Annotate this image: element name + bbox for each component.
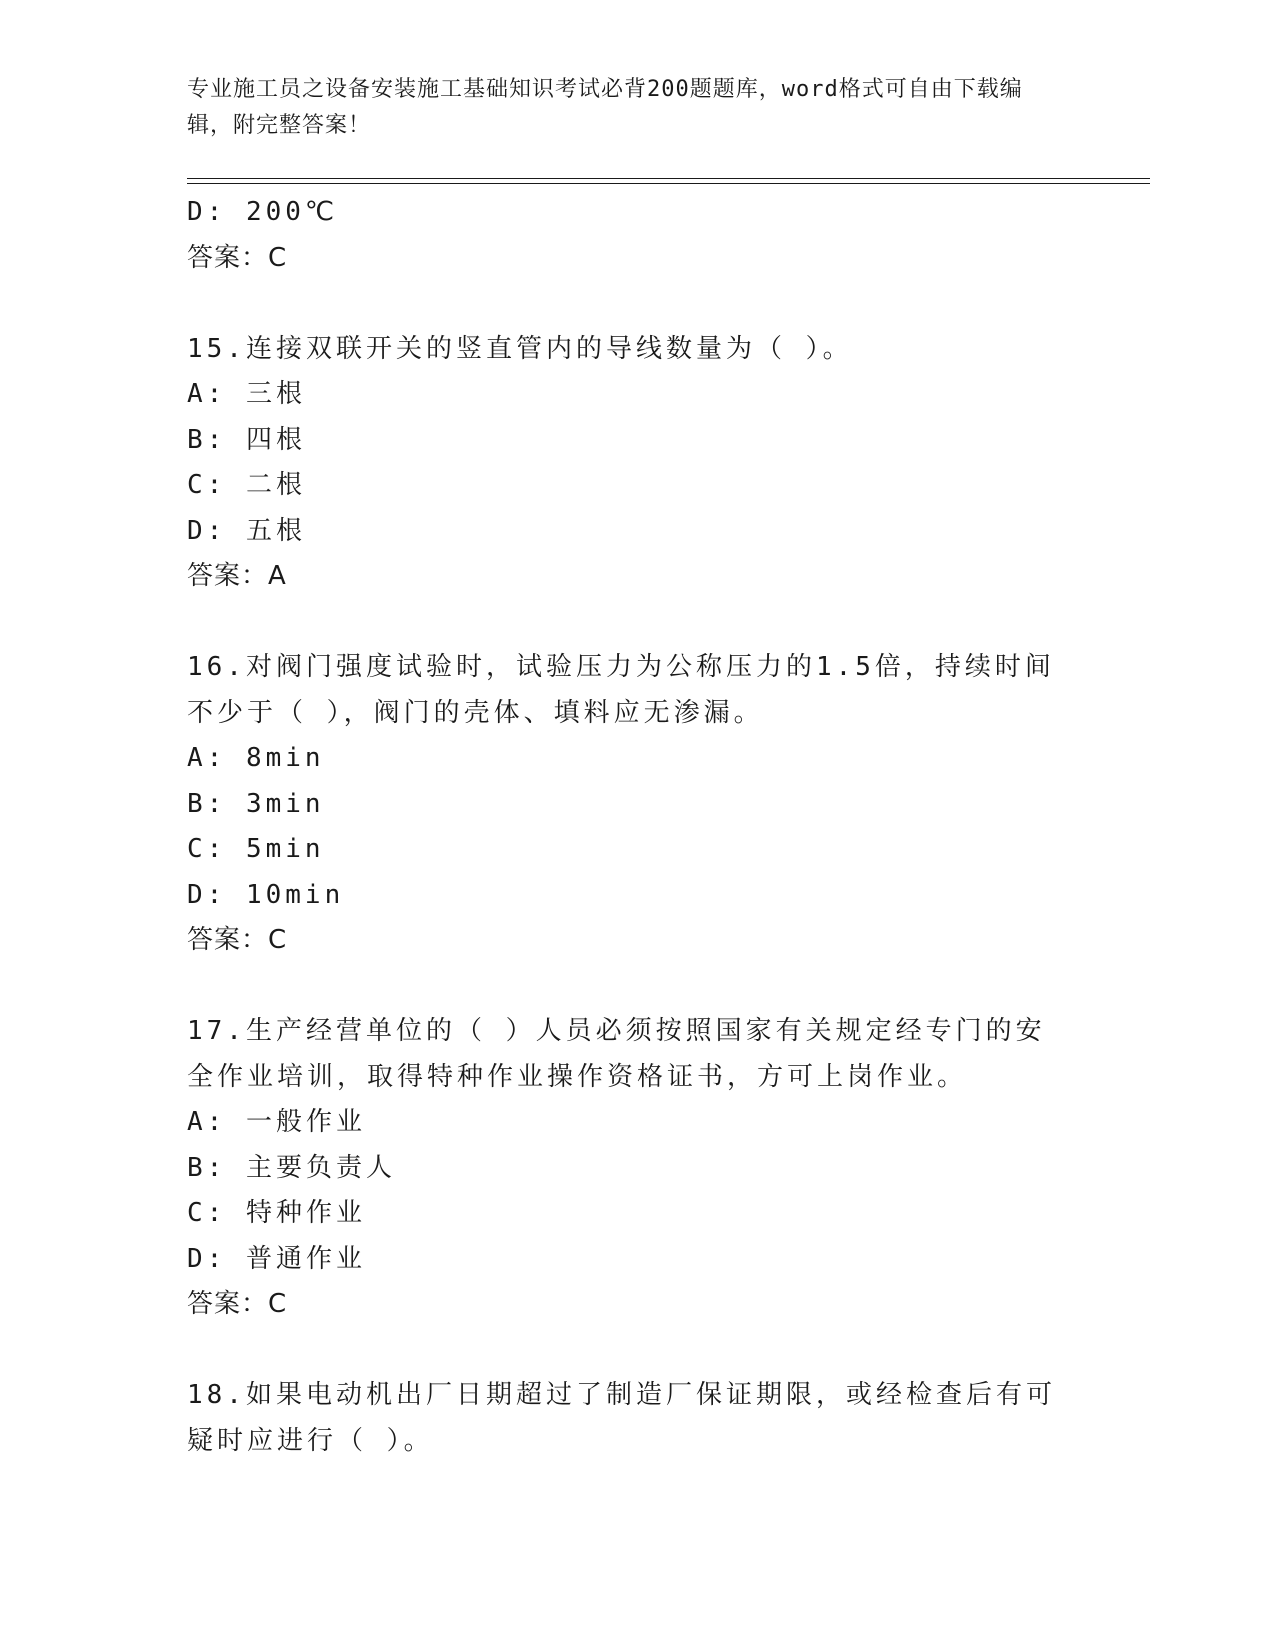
question-text: 15.连接双联开关的竖直管内的导线数量为（ ）。 <box>187 333 853 364</box>
option-c: C: 特种作业 <box>187 1198 366 1228</box>
question-18 <box>187 1373 1087 1464</box>
question-17 <box>187 1009 1087 1328</box>
spacer <box>187 281 1087 327</box>
option-b: B: 3min <box>187 788 325 819</box>
header-rule-bottom <box>187 183 1150 184</box>
answer: 答案：A <box>187 561 287 591</box>
prev-option-d: D: 200℃ <box>187 197 339 227</box>
spacer <box>187 964 1087 1010</box>
option-a: A: 8min <box>187 743 325 773</box>
option-d: D: 五根 <box>187 515 306 546</box>
question-16 <box>187 645 1087 964</box>
question-content <box>187 190 1087 1464</box>
header-rule-top <box>187 178 1150 179</box>
question-text: 16.对阀门强度试验时，试验压力为公称压力的1.5倍，持续时间不少于（ ），阀门的壳体、填料应无渗漏。 <box>187 652 1055 728</box>
prev-answer: 答案：C <box>187 242 288 273</box>
answer: 答案：C <box>187 1289 288 1319</box>
option-d: D: 10min <box>187 879 345 910</box>
question-text: 18.如果电动机出厂日期超过了制造厂保证期限，或经检查后有可疑时应进行（ ）。 <box>187 1380 1056 1456</box>
spacer <box>187 600 1087 646</box>
page-header-title: 专业施工员之设备安装施工基础知识考试必背200题题库，word格式可自由下载编辑，附完整答案！ <box>187 77 1023 138</box>
question-15 <box>187 327 1087 600</box>
option-d: D: 普通作业 <box>187 1243 366 1274</box>
option-a: A: 一般作业 <box>187 1107 366 1137</box>
option-c: C: 5min <box>187 834 325 864</box>
option-c: C: 二根 <box>187 470 306 500</box>
spacer <box>187 1328 1087 1374</box>
question-text: 17.生产经营单位的（ ）人员必须按照国家有关规定经专门的安全作业培训，取得特种作业操作资格证书，方可上岗作业。 <box>187 1016 1046 1092</box>
option-a: A: 三根 <box>187 379 306 409</box>
answer: 答案：C <box>187 925 288 955</box>
option-b: B: 主要负责人 <box>187 1152 396 1183</box>
option-b: B: 四根 <box>187 424 306 455</box>
